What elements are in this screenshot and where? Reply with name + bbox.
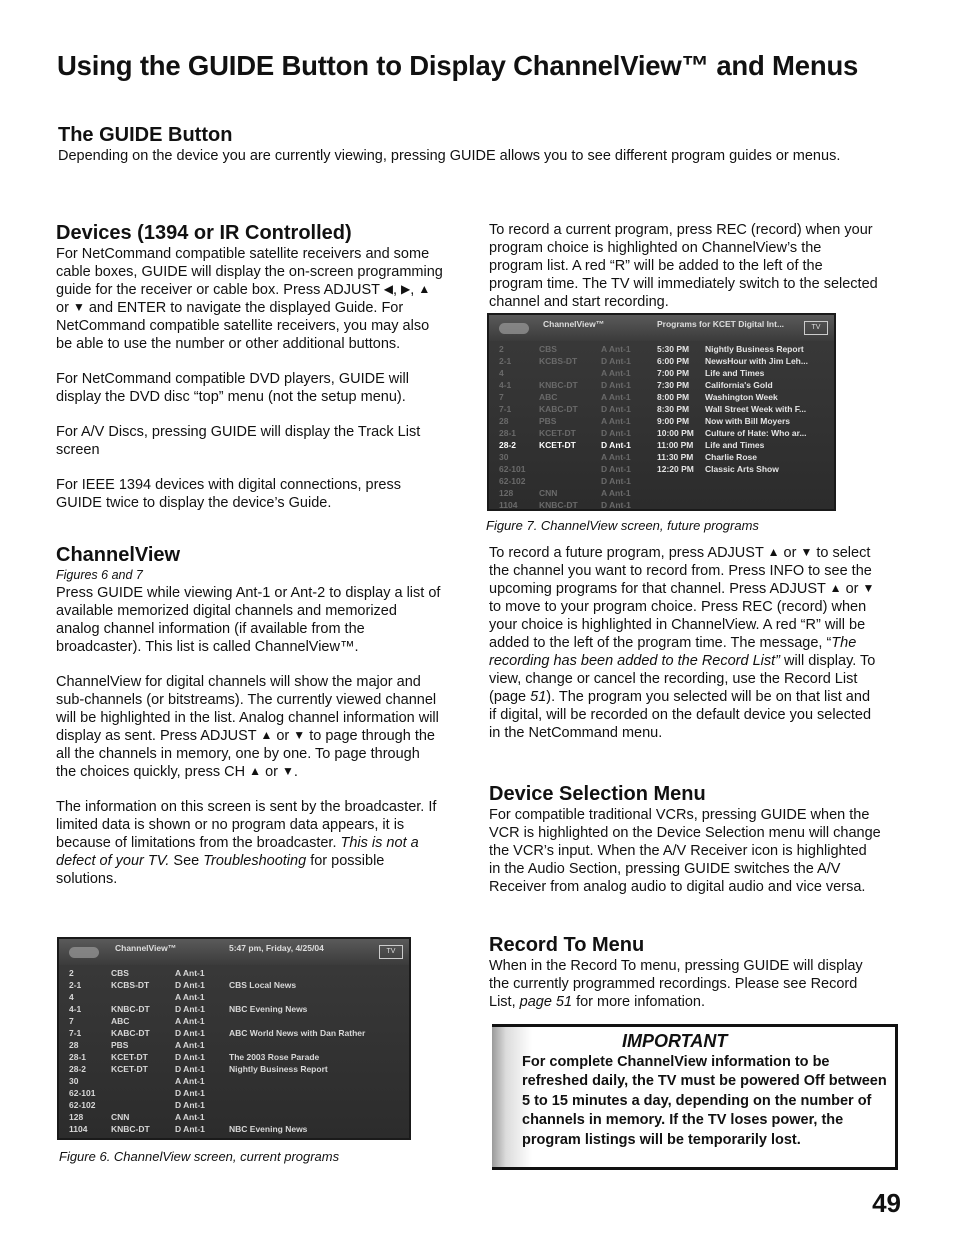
- up-arrow-icon: ▲: [260, 728, 273, 742]
- channel-src: D Ant-1: [601, 500, 631, 510]
- channel-ch: 28-1: [499, 428, 517, 438]
- channel-row: [67, 1016, 403, 1028]
- fig7-header-right: Programs for KCET Digital Int...: [657, 319, 785, 329]
- channel-name: CBS: [111, 968, 129, 978]
- channel-prog: Classic Arts Show: [705, 464, 779, 474]
- channel-src: A Ant-1: [175, 1112, 205, 1122]
- channel-name: PBS: [539, 416, 557, 426]
- tv-icon: TV: [379, 945, 403, 959]
- tv-icon: TV: [804, 321, 828, 335]
- channel-src: A Ant-1: [601, 488, 631, 498]
- channel-prog: ABC World News with Dan Rather: [229, 1028, 366, 1038]
- channel-prog: Life and Times: [705, 440, 765, 450]
- logo-icon: [69, 947, 99, 958]
- channel-ch: 62-102: [499, 476, 526, 486]
- devices-p4: For IEEE 1394 devices with digital connections, press GUIDE twice to display the device’s Guide.: [56, 477, 401, 511]
- channel-time: 11:00 PM: [657, 440, 694, 450]
- channel-src: D Ant-1: [601, 428, 631, 438]
- channel-prog: Nightly Business Report: [705, 344, 804, 354]
- up-arrow-icon: ▲: [249, 764, 262, 778]
- channel-ch: 30: [69, 1076, 79, 1086]
- left-arrow-icon: ◀: [383, 282, 393, 296]
- channel-ch: 28: [499, 416, 509, 426]
- channel-row: [497, 356, 828, 368]
- fig7-channel-list: [497, 344, 828, 511]
- channel-name: KCBS-DT: [539, 356, 578, 366]
- figure6-caption: Figure 6. ChannelView screen, current programs: [59, 1149, 340, 1164]
- channel-ch: 62-101: [499, 464, 526, 474]
- channel-name: CBS: [539, 344, 557, 354]
- devices-p3: For A/V Discs, pressing GUIDE will display the Track List screen: [56, 424, 421, 458]
- channel-row: [67, 968, 403, 980]
- down-arrow-icon: ▼: [293, 728, 306, 742]
- channel-name: KABC-DT: [539, 404, 578, 414]
- channel-time: 8:30 PM: [657, 404, 690, 414]
- channel-ch: 128: [69, 1112, 84, 1122]
- channel-row: [497, 476, 828, 488]
- channel-ch: 128: [499, 488, 514, 498]
- channel-time: 7:30 PM: [657, 380, 690, 390]
- channel-name: ABC: [539, 392, 558, 402]
- channel-src: A Ant-1: [175, 1016, 205, 1026]
- channel-prog: NewsHour with Jim Leh...: [705, 356, 808, 366]
- channel-name: ABC: [111, 1016, 130, 1026]
- record-to-heading: Record To Menu: [489, 934, 645, 956]
- channel-name: KCET-DT: [539, 428, 576, 438]
- channel-src: D Ant-1: [601, 404, 631, 414]
- channel-prog: Nightly Business Report: [229, 1064, 328, 1074]
- channelview-heading: ChannelView: [56, 544, 181, 566]
- channel-prog: Life and Times: [705, 368, 765, 378]
- channel-name: PBS: [111, 1040, 129, 1050]
- device-selection-heading: Device Selection Menu: [489, 783, 706, 805]
- channel-src: D Ant-1: [175, 1028, 205, 1038]
- logo-icon: [499, 323, 529, 334]
- channel-name: KNBC-DT: [539, 380, 578, 390]
- channel-src: D Ant-1: [175, 1004, 205, 1014]
- fig7-header-left: ChannelView™: [543, 319, 605, 329]
- channel-name: KNBC-DT: [111, 1004, 150, 1014]
- channel-name: KABC-DT: [111, 1028, 150, 1038]
- channel-ch: 4: [499, 368, 504, 378]
- channelview-p3: The information on this screen is sent by the broadcaster. If limited data is shown or no program data appears, it is because of limitations from the broadcaster. This is not a defect of your TV. See Troubleshooting for possible solutions.: [56, 799, 437, 887]
- channel-src: D Ant-1: [601, 356, 631, 366]
- channel-src: D Ant-1: [601, 380, 631, 390]
- channel-ch: 2: [69, 968, 74, 978]
- channel-ch: 62-102: [69, 1100, 96, 1110]
- channel-ch: 4-1: [69, 1004, 82, 1014]
- channel-src: A Ant-1: [175, 1076, 205, 1086]
- channel-name: KCET-DT: [539, 440, 576, 450]
- devices-section: [56, 221, 446, 512]
- devices-heading: Devices (1394 or IR Controlled): [56, 222, 352, 244]
- figure7-caption: Figure 7. ChannelView screen, future programs: [486, 518, 759, 533]
- channel-src: D Ant-1: [601, 476, 631, 486]
- channel-time: 6:00 PM: [657, 356, 690, 366]
- channel-row: [497, 464, 828, 476]
- channelview-p2: ChannelView for digital channels will show the major and sub-channels (or bitstreams). The currently viewed channel will be highlighted in the list. Analog channel information will display as sent. Press ADJUST ▲ or ▼ to page through the all the channels in memory, one by one. To page through the choices quickly, press CH ▲ or ▼.: [56, 674, 439, 780]
- channel-prog: Culture of Hate: Who ar...: [705, 428, 807, 438]
- channel-time: 9:00 PM: [657, 416, 690, 426]
- channel-src: A Ant-1: [601, 416, 631, 426]
- channel-name: KNBC-DT: [539, 500, 578, 510]
- channel-ch: 7: [499, 392, 504, 402]
- devices-p1: For NetCommand compatible satellite receivers and some cable boxes, GUIDE will display the on-screen programming guide for the receiver or cable box. Press ADJUST ◀, ▶, ▲ or ▼ and ENTER to navigate the displayed Guide. For NetCommand compatible satellite receivers, you may also be able to use the number or other additional buttons.: [56, 246, 443, 352]
- channel-ch: 7: [69, 1016, 74, 1026]
- channel-row: [497, 500, 828, 511]
- channelview-section: [56, 543, 442, 888]
- channel-prog: CBS Local News: [229, 980, 297, 990]
- channel-time: 11:30 PM: [657, 452, 694, 462]
- up-arrow-icon: ▲: [767, 545, 780, 559]
- channel-row: [67, 1112, 403, 1124]
- up-arrow-icon: ▲: [418, 282, 431, 296]
- channel-ch: 4-1: [499, 380, 512, 390]
- down-arrow-icon: ▼: [282, 764, 294, 778]
- channel-row: [67, 1100, 403, 1112]
- channel-src: D Ant-1: [175, 1052, 205, 1062]
- important-text: For complete ChannelView information to be refreshed daily, the TV must be powered Off between 5 to 15 minutes a day, depending on the number of channels in memory. If the TV loses power, the program listings will be temporarily lost.: [522, 1054, 887, 1148]
- channel-src: A Ant-1: [175, 1040, 205, 1050]
- channel-row: [497, 440, 828, 452]
- channel-src: A Ant-1: [601, 344, 631, 354]
- channel-row: [497, 428, 828, 440]
- fig6-header-right: 5:47 pm, Friday, 4/25/04: [229, 943, 324, 953]
- channel-src: D Ant-1: [175, 1100, 205, 1110]
- channel-ch: 2-1: [499, 356, 512, 366]
- channelview-subheading: Figures 6 and 7: [56, 568, 143, 582]
- channel-src: D Ant-1: [175, 1064, 205, 1074]
- channel-row: [67, 1004, 403, 1016]
- figure7-screen: [487, 313, 836, 511]
- channel-time: 10:00 PM: [657, 428, 694, 438]
- channel-ch: 1104: [69, 1124, 88, 1134]
- channel-ch: 28-1: [69, 1052, 87, 1062]
- devices-p2: For NetCommand compatible DVD players, GUIDE will display the DVD disc “top” menu (not the setup menu).: [56, 371, 409, 405]
- channel-src: A Ant-1: [601, 392, 631, 402]
- devices-text: [56, 245, 446, 512]
- channel-ch: 28: [69, 1040, 79, 1050]
- channel-ch: 2: [499, 344, 504, 354]
- channel-src: A Ant-1: [175, 992, 205, 1002]
- page-title: Using the GUIDE Button to Display ChannelView™ and Menus: [57, 50, 859, 81]
- channel-row: [497, 380, 828, 392]
- channel-ch: 7-1: [499, 404, 512, 414]
- channel-ch: 7-1: [69, 1028, 82, 1038]
- figure6-screen: [57, 937, 411, 1140]
- right-arrow-icon: ▶: [401, 282, 411, 296]
- channel-name: KCBS-DT: [111, 980, 150, 990]
- channel-row: [67, 980, 403, 992]
- device-selection-text: For compatible traditional VCRs, pressing GUIDE when the VCR is highlighted on the Device Selection menu will change the VCR’s input. When the A/V Receiver icon is highlighted in the Audio Section, pressing GUIDE switches the A/V Receiver from analog audio to digital audio and vice versa.: [489, 807, 881, 895]
- channel-time: 7:00 PM: [657, 368, 690, 378]
- channel-src: D Ant-1: [175, 1088, 205, 1098]
- down-arrow-icon: ▼: [800, 545, 813, 559]
- channel-name: KCET-DT: [111, 1052, 148, 1062]
- channel-prog: NBC Evening News: [229, 1124, 308, 1134]
- channel-prog: The 2003 Rose Parade: [229, 1052, 320, 1062]
- record-to-text: When in the Record To menu, pressing GUIDE will display the currently programmed recordings. Please see Record List, page 51 for more infomation.: [489, 958, 863, 1010]
- channel-row: [497, 416, 828, 428]
- fig6-channel-list: [67, 968, 403, 1136]
- channel-row: [67, 1088, 403, 1100]
- channel-row: [67, 1052, 403, 1064]
- channel-ch: 1104: [499, 500, 518, 510]
- channel-ch: 4: [69, 992, 74, 1002]
- channel-row: [497, 392, 828, 404]
- channel-name: KCET-DT: [111, 1064, 148, 1074]
- channel-row: [67, 1124, 403, 1136]
- channel-row: [67, 1064, 403, 1076]
- channel-prog: Charlie Rose: [705, 452, 757, 462]
- channel-name: CNN: [539, 488, 558, 498]
- channelview-p1: Press GUIDE while viewing Ant-1 or Ant-2 to display a list of available memorized digital channels and memorized analog channel information (if available from the broadcaster). This list is called ChannelView™.: [56, 585, 441, 655]
- page-number: 49: [872, 1188, 901, 1218]
- channel-ch: 62-101: [69, 1088, 96, 1098]
- record-to-section: [489, 933, 881, 1011]
- channel-row: [497, 344, 828, 356]
- channel-prog: California's Gold: [705, 380, 773, 390]
- channel-src: A Ant-1: [601, 452, 631, 462]
- up-arrow-icon: ▲: [829, 581, 842, 595]
- channel-row: [67, 1028, 403, 1040]
- guide-button-heading: The GUIDE Button: [58, 124, 233, 146]
- channel-ch: 2-1: [69, 980, 82, 990]
- channel-row: [67, 992, 403, 1004]
- channel-row: [67, 1076, 403, 1088]
- record-current-text: To record a current program, press REC (record) when your program choice is highlighted on ChannelView’s the program list. A red “R” will be added to the left of the program time. The TV will immediately switch to the selected channel and start recording.: [489, 222, 878, 310]
- channel-time: 8:00 PM: [657, 392, 690, 402]
- fig6-header-left: ChannelView™: [115, 943, 177, 953]
- important-title: IMPORTANT: [622, 1031, 728, 1051]
- channel-prog: Washington Week: [705, 392, 778, 402]
- record-future-text: To record a future program, press ADJUST ▲ or ▼ to select the channel you want to record from. Press INFO to see the upcoming programs for that channel. Press ADJUST ▲ or ▼ to move to your program choice. Press REC (record) when your choice is highlighted in ChannelView. A red “R” will be added to the left of the program time. The message, “The recording has been added to the Record List” will display. To view, change or cancel the recording, use the Record List (page 51). The program you selected will be on that list and if digital, will be recorded on the default device you selected in the NetCommand menu.: [489, 545, 876, 741]
- guide-button-text: Depending on the device you are currently viewing, pressing GUIDE allows you to see different program guides or menus.: [58, 148, 841, 164]
- channel-row: [497, 452, 828, 464]
- channel-name: CNN: [111, 1112, 130, 1122]
- down-arrow-icon: ▼: [862, 581, 875, 595]
- channel-ch: 30: [499, 452, 509, 462]
- channel-row: [497, 404, 828, 416]
- device-selection-section: [489, 782, 881, 896]
- channel-row: [497, 368, 828, 380]
- channel-prog: NBC Evening News: [229, 1004, 308, 1014]
- channel-prog: Wall Street Week with F...: [705, 404, 807, 414]
- channel-time: 12:20 PM: [657, 464, 694, 474]
- channel-src: A Ant-1: [175, 968, 205, 978]
- channel-prog: Now with Bill Moyers: [705, 416, 791, 426]
- channel-src: D Ant-1: [175, 980, 205, 990]
- channel-ch: 28-2: [499, 440, 517, 450]
- channelview-text: [56, 584, 442, 888]
- channel-src: D Ant-1: [601, 464, 631, 474]
- important-box: [492, 1024, 898, 1170]
- channel-row: [67, 1040, 403, 1052]
- channel-ch: 28-2: [69, 1064, 87, 1074]
- guide-button-section: [58, 123, 878, 165]
- channel-time: 5:30 PM: [657, 344, 690, 354]
- channel-src: D Ant-1: [175, 1124, 205, 1134]
- channel-src: A Ant-1: [601, 368, 631, 378]
- channel-row: [497, 488, 828, 500]
- channel-src: D Ant-1: [601, 440, 631, 450]
- channel-name: KNBC-DT: [111, 1124, 150, 1134]
- down-arrow-icon: ▼: [72, 300, 85, 314]
